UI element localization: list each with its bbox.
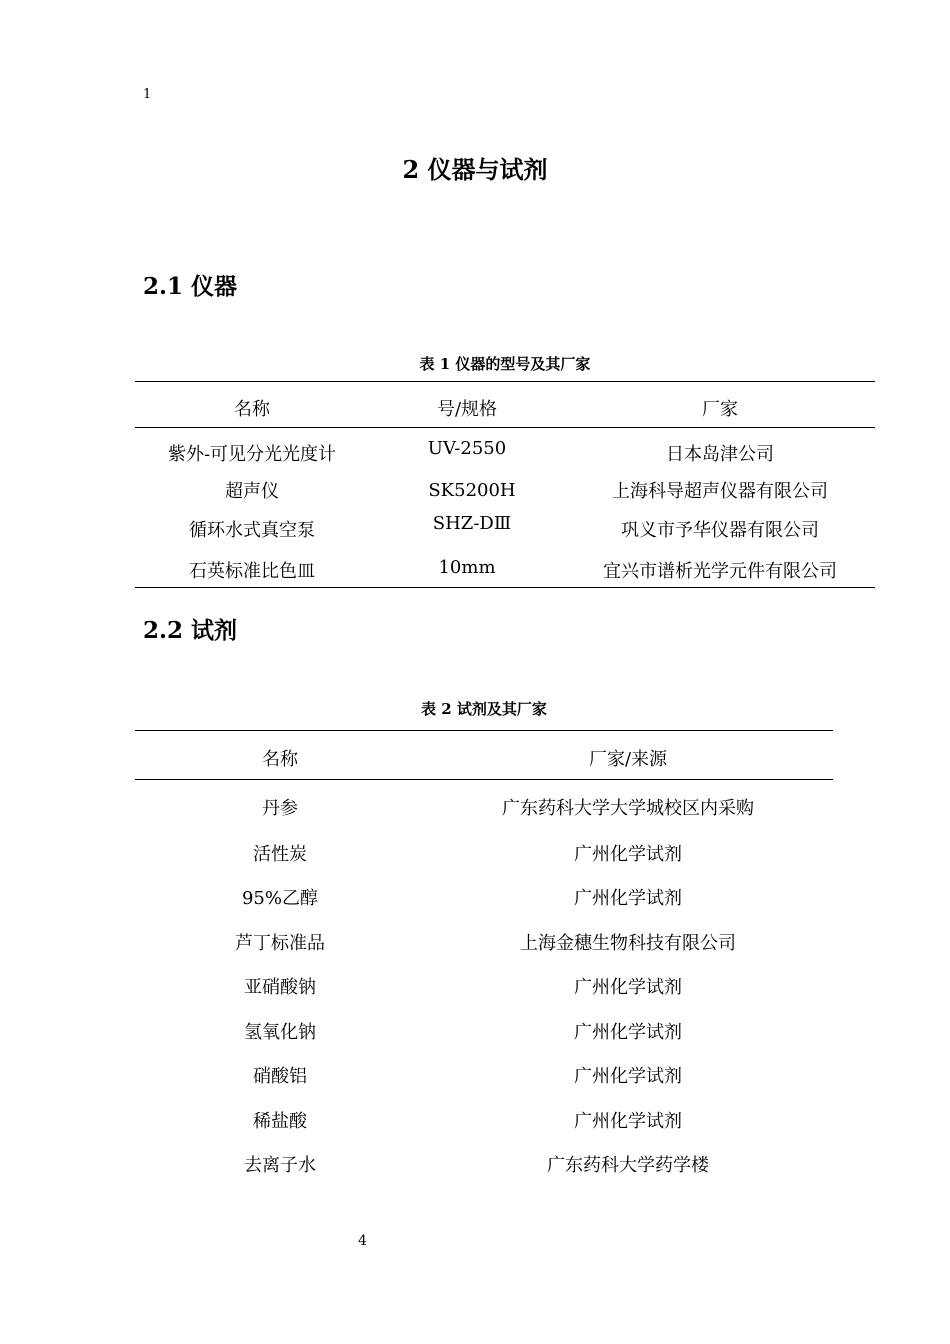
table2-cell: 广州化学试剂 [574,977,682,998]
table1-cell: 上海科导超声仪器有限公司 [612,481,828,502]
header-number: 1 [143,87,152,102]
table2-cell: 广东药科大学药学楼 [547,1155,709,1176]
table2-header-source: 厂家/来源 [588,749,668,770]
table2-header-rule [135,779,833,780]
table1-cell: UV-2550 [427,438,507,459]
table1-cell: 循环水式真空泵 [189,520,315,541]
table2-cell: 广州化学试剂 [574,1111,682,1132]
table1-cell: 宜兴市谱析光学元件有限公司 [603,561,837,582]
table1-cell: 超声仪 [225,481,279,502]
table1-cell: 10mm [438,557,496,578]
table1-cell: 巩义市予华仪器有限公司 [621,520,819,541]
table2-cell: 广州化学试剂 [574,844,682,865]
table1-cell: SK5200H [428,480,516,501]
table1-header-maker: 厂家 [702,399,738,420]
table2-cell: 95%乙醇 [241,888,318,909]
table1-caption: 表 1 仪器的型号及其厂家 [419,355,591,373]
section-heading-reagents: 2.2 试剂 [143,617,238,644]
table1-bottom-rule [135,587,875,588]
table1-cell: 石英标准比色皿 [189,561,315,582]
table1-header-name: 名称 [234,399,270,420]
table2-cell: 广州化学试剂 [574,888,682,909]
section-heading-instruments: 2.1 仪器 [143,273,238,300]
table1-cell: SHZ-DⅢ [432,513,512,534]
page-title: 2 仪器与试剂 [402,155,548,184]
table1-cell: 日本岛津公司 [666,444,774,465]
table2-caption: 表 2 试剂及其厂家 [421,700,547,718]
table2-cell: 广州化学试剂 [574,1022,682,1043]
table2-cell: 稀盐酸 [253,1111,307,1132]
table2-cell: 芦丁标准品 [235,933,325,954]
table2-cell: 活性炭 [253,844,307,865]
table1-top-rule [135,381,875,382]
table2-cell: 上海金穗生物科技有限公司 [520,933,736,954]
table1-cell: 紫外-可见分光光度计 [167,444,337,465]
table2-cell: 广东药科大学大学城校区内采购 [502,798,754,819]
table1-header-model: 号/规格 [436,399,498,420]
table2-cell: 氢氧化钠 [244,1022,316,1043]
table2-cell: 去离子水 [244,1155,316,1176]
table2-cell: 广州化学试剂 [574,1066,682,1087]
page-number: 4 [358,1233,367,1249]
table2-header-name: 名称 [262,749,298,770]
table2-cell: 硝酸铝 [253,1066,307,1087]
table2-cell: 亚硝酸钠 [244,977,316,998]
table1-header-rule [135,427,875,428]
table2-top-rule [135,730,833,731]
table2-cell: 丹参 [262,798,298,819]
